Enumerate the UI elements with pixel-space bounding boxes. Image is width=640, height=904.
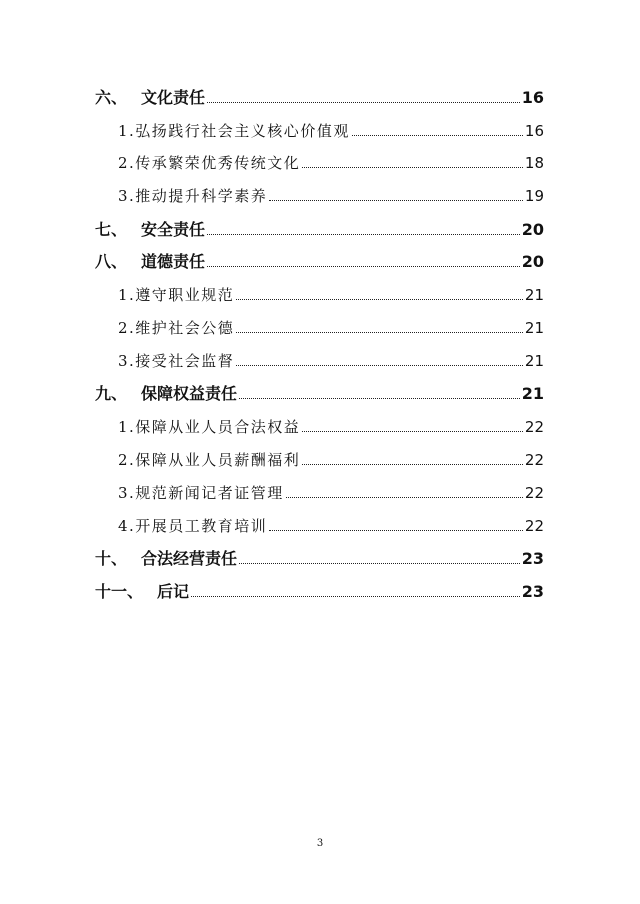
toc-page-number: 20 bbox=[521, 220, 544, 239]
toc-section-number: 八、 bbox=[95, 252, 128, 271]
dot-leader bbox=[352, 135, 523, 136]
toc-page-number: 21 bbox=[524, 319, 544, 337]
toc-page-number: 16 bbox=[521, 88, 544, 107]
toc-title: 3.接受社会监督 bbox=[118, 352, 235, 370]
dot-leader bbox=[286, 497, 523, 498]
toc-page-number: 23 bbox=[521, 582, 544, 601]
toc-entry[interactable] bbox=[0, 512, 640, 536]
toc-entry[interactable] bbox=[0, 182, 640, 206]
toc-title: 安全责任 bbox=[141, 220, 206, 239]
dot-leader bbox=[207, 234, 520, 235]
toc-section-number: 九、 bbox=[95, 384, 128, 403]
dot-leader bbox=[207, 102, 520, 103]
toc-page-number: 16 bbox=[524, 122, 544, 140]
toc-entry[interactable] bbox=[0, 281, 640, 305]
dot-leader bbox=[302, 167, 523, 168]
toc-page-number: 21 bbox=[524, 286, 544, 304]
toc-page-number: 23 bbox=[521, 549, 544, 568]
toc-page-number: 22 bbox=[524, 484, 544, 502]
toc-title: 后记 bbox=[157, 582, 190, 601]
toc-entry[interactable] bbox=[0, 117, 640, 141]
toc-entry[interactable] bbox=[0, 446, 640, 470]
toc-label bbox=[95, 549, 237, 569]
toc-title: 2.保障从业人员薪酬福利 bbox=[118, 451, 301, 469]
toc-title: 1.弘扬践行社会主义核心价值观 bbox=[118, 122, 350, 140]
dot-leader bbox=[302, 431, 523, 432]
toc-title: 文化责任 bbox=[141, 88, 206, 107]
dot-leader bbox=[236, 365, 523, 366]
toc-title: 道德责任 bbox=[141, 252, 206, 271]
toc-entry[interactable] bbox=[0, 314, 640, 338]
toc-section-number: 十一、 bbox=[95, 582, 144, 601]
toc-title: 3.推动提升科学素养 bbox=[118, 187, 268, 205]
toc-label bbox=[95, 252, 205, 272]
toc-page-number: 22 bbox=[524, 451, 544, 469]
toc-entry[interactable] bbox=[0, 578, 640, 602]
toc-title: 1.保障从业人员合法权益 bbox=[118, 418, 301, 436]
toc-title: 保障权益责任 bbox=[141, 384, 238, 403]
toc-entry[interactable] bbox=[0, 149, 640, 173]
toc-label bbox=[95, 582, 189, 602]
toc-label bbox=[95, 384, 237, 404]
dot-leader bbox=[269, 530, 523, 531]
toc-label bbox=[95, 220, 205, 240]
dot-leader bbox=[239, 563, 520, 564]
toc-entry[interactable] bbox=[0, 545, 640, 569]
toc-label bbox=[95, 88, 205, 108]
toc-title: 1.遵守职业规范 bbox=[118, 286, 235, 304]
dot-leader bbox=[302, 464, 523, 465]
toc-entry[interactable] bbox=[0, 413, 640, 437]
toc-page-number: 21 bbox=[524, 352, 544, 370]
dot-leader bbox=[207, 266, 520, 267]
toc-entry[interactable] bbox=[0, 248, 640, 272]
toc-page-number: 21 bbox=[521, 384, 544, 403]
toc-section-number: 十、 bbox=[95, 549, 128, 568]
toc-page-number: 22 bbox=[524, 418, 544, 436]
dot-leader bbox=[239, 398, 520, 399]
toc-title: 3.规范新闻记者证管理 bbox=[118, 484, 284, 502]
toc-page-number: 18 bbox=[524, 154, 544, 172]
dot-leader bbox=[236, 299, 523, 300]
toc-page-number: 22 bbox=[524, 517, 544, 535]
toc-entry[interactable] bbox=[0, 380, 640, 404]
toc-section-number: 六、 bbox=[95, 88, 128, 107]
toc-title: 合法经营责任 bbox=[141, 549, 238, 568]
toc-title: 2.维护社会公德 bbox=[118, 319, 235, 337]
toc-title: 2.传承繁荣优秀传统文化 bbox=[118, 154, 301, 172]
dot-leader bbox=[236, 332, 523, 333]
toc-entry[interactable] bbox=[0, 84, 640, 108]
toc-title: 4.开展员工教育培训 bbox=[118, 517, 268, 535]
dot-leader bbox=[269, 200, 523, 201]
toc-entry[interactable] bbox=[0, 347, 640, 371]
footer-page-number: 3 bbox=[316, 838, 324, 849]
toc-entry[interactable] bbox=[0, 216, 640, 240]
toc-page-number: 20 bbox=[521, 252, 544, 271]
toc-page-number: 19 bbox=[524, 187, 544, 205]
dot-leader bbox=[191, 596, 520, 597]
toc-entry[interactable] bbox=[0, 479, 640, 503]
toc-section-number: 七、 bbox=[95, 220, 128, 239]
